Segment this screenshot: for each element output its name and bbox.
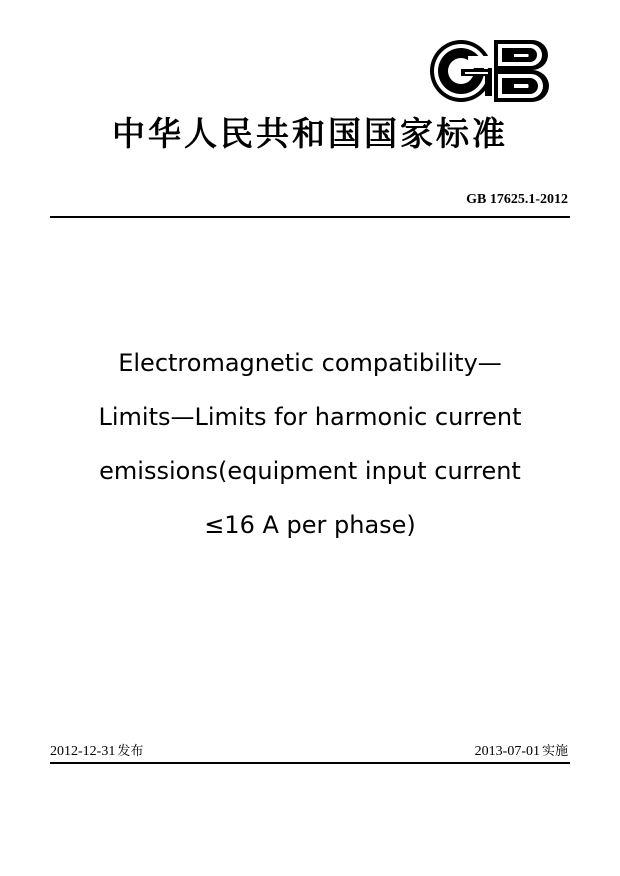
gb-logo-icon — [428, 38, 556, 104]
standard-number: GB 17625.1-2012 — [466, 192, 568, 207]
footer-divider — [50, 762, 570, 764]
implement-label: 实施 — [541, 744, 568, 759]
document-title — [40, 336, 580, 552]
issue-date-block — [50, 740, 143, 760]
title-line: Electromagnetic compatibility— — [118, 349, 502, 377]
issue-label: 发布 — [117, 744, 144, 759]
title-line: Limits—Limits for harmonic current — [98, 403, 522, 431]
issuing-agency-title: 中华人民共和国国家标准 — [112, 114, 508, 153]
header-divider — [50, 216, 570, 218]
title-line: emissions(equipment input current — [99, 457, 521, 485]
implement-date-block — [475, 740, 568, 760]
title-line: ≤16 A per phase) — [204, 511, 416, 539]
implement-date: 2013-07-01 — [474, 744, 540, 759]
issue-date: 2012-12-31 — [50, 744, 116, 759]
